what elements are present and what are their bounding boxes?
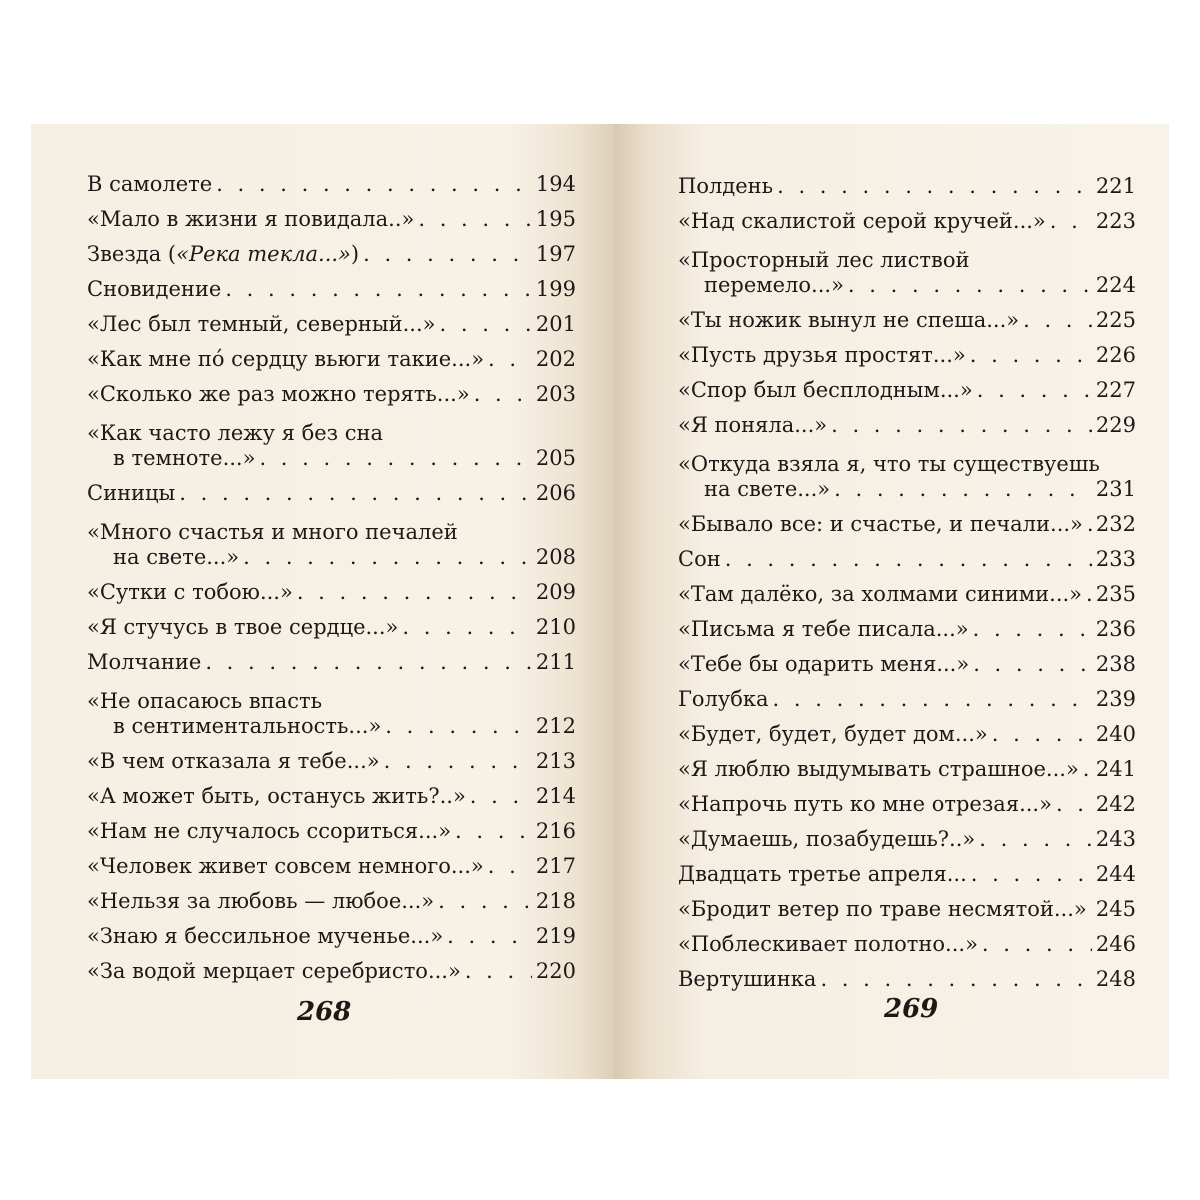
dot-leader xyxy=(243,545,532,570)
toc-entry xyxy=(678,642,1136,677)
toc-entry-title-text: «Я люблю выдумывать страшное...» xyxy=(678,757,1079,781)
toc-page-number: 227 xyxy=(1095,378,1136,402)
toc-entry-title xyxy=(678,582,1082,607)
toc-entry xyxy=(678,607,1136,642)
toc-entry-title xyxy=(678,174,773,199)
toc-entry-title-text: «Человек живет совсем немного...» xyxy=(87,854,484,878)
toc-page-number: 212 xyxy=(535,714,576,738)
toc-entry-title: «Просторный лес листвой xyxy=(678,248,970,272)
toc-entry xyxy=(678,502,1136,537)
toc-page-number: 209 xyxy=(535,580,576,604)
toc-entry-title xyxy=(678,722,988,747)
toc-page-number: 217 xyxy=(535,854,576,878)
toc-entry xyxy=(87,640,576,675)
toc-entry-title xyxy=(87,382,470,407)
toc-page-number: 197 xyxy=(535,242,576,266)
toc-entry xyxy=(678,887,1136,922)
toc-entry-title-text: «Бывало все: и счастье, и печали...» xyxy=(678,512,1083,536)
toc-entry xyxy=(678,537,1136,572)
toc-page-number: 202 xyxy=(535,347,576,371)
toc-page-number: 240 xyxy=(1095,722,1136,746)
toc-entry-title xyxy=(87,819,451,844)
dot-leader xyxy=(1087,512,1092,537)
toc-page-number: 208 xyxy=(535,545,576,569)
toc-page-number: 195 xyxy=(535,207,576,231)
toc-page-number: 221 xyxy=(1095,174,1136,198)
toc-entry xyxy=(87,605,576,640)
toc-entry-title xyxy=(87,242,359,267)
toc-entry-title xyxy=(87,784,466,809)
toc-entry-title-continued: на свете...» xyxy=(113,545,240,569)
toc-list-right xyxy=(678,164,1136,992)
toc-entry-title xyxy=(678,652,969,677)
toc-page-number: 248 xyxy=(1095,967,1136,991)
toc-page-number: 245 xyxy=(1095,897,1136,921)
toc-entry xyxy=(87,949,576,984)
toc-entry-title-text: «Напрочь путь ко мне отрезая...» xyxy=(678,792,1052,816)
toc-entry xyxy=(87,162,576,197)
toc-entry xyxy=(678,852,1136,887)
toc-page-number: 239 xyxy=(1095,687,1136,711)
toc-entry xyxy=(87,774,576,809)
toc-entry-title xyxy=(87,347,484,372)
toc-entry-title: «Откуда взяла я, что ты существуешь xyxy=(678,452,1100,476)
toc-page-number: 246 xyxy=(1095,932,1136,956)
toc-entry xyxy=(87,739,576,774)
toc-entry-title xyxy=(87,889,434,914)
toc-entry-title-text: Вертушинка xyxy=(678,967,817,991)
dot-leader xyxy=(973,652,1092,677)
toc-entry xyxy=(678,199,1136,234)
dot-leader xyxy=(1091,897,1092,922)
dot-leader xyxy=(297,580,532,605)
dot-leader xyxy=(402,615,532,640)
toc-page-number: 231 xyxy=(1095,477,1136,501)
dot-leader xyxy=(384,749,532,774)
toc-entry xyxy=(678,403,1136,438)
toc-page-number: 225 xyxy=(1095,308,1136,332)
dot-leader xyxy=(465,959,532,984)
toc-entry-title-text: В самолете xyxy=(87,172,213,196)
dot-leader xyxy=(1050,209,1092,234)
dot-leader xyxy=(773,687,1092,712)
toc-entry xyxy=(87,337,576,372)
toc-entry-title-text: «За водой мерцает серебристо...» xyxy=(87,959,461,983)
dot-leader xyxy=(1023,308,1092,333)
toc-entry-title xyxy=(87,277,221,302)
dot-leader xyxy=(418,207,532,232)
toc-entry-title-text: «Мало в жизни я повидала..» xyxy=(87,207,415,231)
toc-entry-title xyxy=(678,792,1052,817)
toc-page-number: 194 xyxy=(535,172,576,196)
toc-entry-title-text: «Лес был темный, северный...» xyxy=(87,312,436,336)
toc-entry-title xyxy=(678,512,1083,537)
toc-entry-title xyxy=(678,308,1019,333)
toc-entry xyxy=(87,570,576,605)
toc-entry-title-text: «Письма я тебе писала...» xyxy=(678,617,969,641)
toc-entry-title xyxy=(678,378,973,403)
dot-leader xyxy=(834,477,1092,502)
toc-entry-title-text: Синицы xyxy=(87,481,176,505)
toc-entry xyxy=(678,817,1136,852)
toc-page-number: 205 xyxy=(535,446,576,470)
toc-entry-title xyxy=(678,897,1087,922)
toc-entry-title xyxy=(678,967,816,992)
toc-page-number: 236 xyxy=(1095,617,1136,641)
toc-entry-title xyxy=(678,209,1046,234)
dot-leader xyxy=(725,547,1092,572)
toc-page-number: 224 xyxy=(1095,273,1136,297)
dot-leader xyxy=(848,273,1092,298)
toc-entry xyxy=(678,677,1136,712)
toc-entry xyxy=(87,844,576,879)
toc-entry xyxy=(678,368,1136,403)
toc-entry-title-end: ) xyxy=(350,242,360,266)
left-page xyxy=(31,124,614,1079)
dot-leader xyxy=(205,650,532,675)
toc-entry-title xyxy=(87,207,414,232)
dot-leader xyxy=(831,413,1092,438)
toc-page-number: 219 xyxy=(535,924,576,948)
toc-page-number: 213 xyxy=(535,749,576,773)
toc-entry-title-text: «В чем отказала я тебе...» xyxy=(87,749,380,773)
toc-entry xyxy=(678,957,1136,992)
toc-entry-title xyxy=(678,687,769,712)
toc-entry xyxy=(678,438,1136,502)
toc-entry-title xyxy=(678,617,969,642)
toc-entry xyxy=(678,712,1136,747)
dot-leader xyxy=(488,347,532,372)
toc-entry xyxy=(678,164,1136,199)
toc-entry-title-text: Голубка xyxy=(678,687,769,711)
toc-page-number: 210 xyxy=(535,615,576,639)
toc-entry xyxy=(678,747,1136,782)
dot-leader xyxy=(820,967,1091,992)
toc-entry-title-text: «А может быть, останусь жить?..» xyxy=(87,784,466,808)
toc-entry-title-text: Двадцать третье апреля... xyxy=(678,862,967,886)
toc-entry xyxy=(678,922,1136,957)
dot-leader xyxy=(179,481,532,506)
toc-entry xyxy=(87,372,576,407)
toc-entry-title xyxy=(678,827,975,852)
toc-entry-title-text: «Ты ножик вынул не спеша...» xyxy=(678,308,1020,332)
toc-entry-title-text: «Нельзя за любовь — любое...» xyxy=(87,889,435,913)
toc-entry xyxy=(87,879,576,914)
toc-page-number: 242 xyxy=(1095,792,1136,816)
toc-entry-title-text: «Знаю я бессильное мученье...» xyxy=(87,924,444,948)
toc-entry-title xyxy=(87,924,443,949)
toc-entry xyxy=(87,506,576,570)
dot-leader xyxy=(488,854,532,879)
toc-entry-title-text: Сон xyxy=(678,547,721,571)
toc-entry-title xyxy=(87,959,461,984)
toc-list-left xyxy=(87,162,576,984)
toc-page-number: 220 xyxy=(535,959,576,983)
toc-entry-title-continued: в темноте...» xyxy=(113,446,256,470)
toc-entry-title xyxy=(87,650,201,675)
toc-entry xyxy=(87,914,576,949)
dot-leader xyxy=(259,446,531,471)
toc-entry xyxy=(87,302,576,337)
toc-entry-title-text: «Над скалистой серой кручей...» xyxy=(678,209,1046,233)
dot-leader xyxy=(1086,582,1092,607)
toc-entry-title-text: «Тебе бы одарить меня...» xyxy=(678,652,970,676)
toc-entry-title-continued: в сентиментальность...» xyxy=(113,714,382,738)
toc-entry xyxy=(87,232,576,267)
toc-entry xyxy=(678,298,1136,333)
toc-entry-title-text: «Как мне пó сердцу вьюги такие...» xyxy=(87,347,485,371)
toc-entry xyxy=(678,782,1136,817)
toc-entry xyxy=(678,234,1136,298)
toc-entry-title: «Не опасаюсь впасть xyxy=(87,689,323,713)
toc-entry xyxy=(87,267,576,302)
right-page xyxy=(614,124,1169,1079)
toc-entry xyxy=(678,333,1136,368)
toc-entry-title xyxy=(678,343,966,368)
toc-entry-title-text: Сновидение xyxy=(87,277,222,301)
toc-entry-title xyxy=(87,580,293,605)
toc-entry xyxy=(87,471,576,506)
dot-leader xyxy=(216,172,532,197)
toc-entry xyxy=(87,809,576,844)
toc-entry xyxy=(87,407,576,471)
dot-leader xyxy=(982,932,1092,957)
toc-entry xyxy=(678,572,1136,607)
toc-page-number: 229 xyxy=(1095,413,1136,437)
toc-entry-title-text: «Сутки с тобою...» xyxy=(87,580,293,604)
toc-entry-line xyxy=(678,273,1136,298)
toc-entry xyxy=(87,197,576,232)
toc-entry-title-italic: «Река текла...» xyxy=(176,242,351,266)
dot-leader xyxy=(438,889,532,914)
toc-entry-title-text: Полдень xyxy=(678,174,774,198)
dot-leader xyxy=(447,924,532,949)
toc-page-number: 241 xyxy=(1095,757,1136,781)
toc-entry-title xyxy=(87,312,436,337)
dot-leader xyxy=(225,277,532,302)
toc-page-number: 243 xyxy=(1095,827,1136,851)
toc-entry-title xyxy=(678,413,827,438)
toc-entry-title: «Как часто лежу я без сна xyxy=(87,421,384,445)
dot-leader xyxy=(1056,792,1092,817)
toc-page-number: 238 xyxy=(1095,652,1136,676)
toc-entry xyxy=(87,675,576,739)
toc-entry-title-text: «Я стучусь в твое сердце...» xyxy=(87,615,399,639)
toc-entry-title xyxy=(87,854,484,879)
toc-page-number: 235 xyxy=(1095,582,1136,606)
dot-leader xyxy=(973,617,1092,642)
toc-entry-title xyxy=(678,932,978,957)
toc-entry-line xyxy=(87,446,576,471)
dot-leader xyxy=(979,827,1092,852)
toc-entry-title-text: «Я поняла...» xyxy=(678,413,828,437)
dot-leader xyxy=(385,714,532,739)
dot-leader xyxy=(971,862,1092,887)
toc-page-number: 226 xyxy=(1095,343,1136,367)
toc-page-number: 203 xyxy=(535,382,576,406)
toc-entry-title-text: «Там далёко, за холмами синими...» xyxy=(678,582,1083,606)
dot-leader xyxy=(470,784,532,809)
toc-entry-title xyxy=(678,757,1079,782)
page-number-right: 269 xyxy=(884,994,939,1024)
dot-leader xyxy=(455,819,532,844)
dot-leader xyxy=(1083,757,1092,782)
dot-leader xyxy=(363,242,532,267)
dot-leader xyxy=(440,312,532,337)
dot-leader xyxy=(992,722,1092,747)
toc-entry-title xyxy=(87,172,212,197)
toc-page-number: 211 xyxy=(535,650,576,674)
toc-entry-title xyxy=(678,862,967,887)
toc-page-number: 218 xyxy=(535,889,576,913)
toc-entry-title-text: Звезда ( xyxy=(87,242,177,266)
toc-entry-title xyxy=(678,547,721,572)
toc-entry-title-text: «Пусть друзья простят...» xyxy=(678,343,966,367)
toc-page-number: 216 xyxy=(535,819,576,843)
toc-entry-title xyxy=(87,749,380,774)
toc-page-number: 233 xyxy=(1095,547,1136,571)
page-number-left: 268 xyxy=(297,997,352,1027)
toc-entry-title-text: «Спор был бесплодным...» xyxy=(678,378,973,402)
toc-entry-title-continued: перемело...» xyxy=(704,273,844,297)
toc-entry-title: «Много счастья и много печалей xyxy=(87,520,458,544)
toc-page-number: 232 xyxy=(1095,512,1136,536)
toc-entry-line xyxy=(87,714,576,739)
toc-page-number: 223 xyxy=(1095,209,1136,233)
toc-entry-title-text: «Поблескивает полотно...» xyxy=(678,932,978,956)
dot-leader xyxy=(474,382,532,407)
toc-entry-title-text: «Будет, будет, будет дом...» xyxy=(678,722,988,746)
dot-leader xyxy=(970,343,1092,368)
toc-entry-title-text: Молчание xyxy=(87,650,202,674)
toc-page-number: 201 xyxy=(535,312,576,336)
toc-page-number: 214 xyxy=(535,784,576,808)
toc-entry-title-text: «Сколько же раз можно терять...» xyxy=(87,382,470,406)
dot-leader xyxy=(777,174,1092,199)
toc-page-number: 199 xyxy=(535,277,576,301)
toc-entry-title xyxy=(87,481,175,506)
toc-page-number: 206 xyxy=(535,481,576,505)
toc-entry-line xyxy=(678,477,1136,502)
toc-entry-title-text: «Бродит ветер по траве несмятой...» xyxy=(678,897,1087,921)
toc-entry-title xyxy=(87,615,398,640)
toc-entry-title-continued: на свете...» xyxy=(704,477,831,501)
toc-page-number: 244 xyxy=(1095,862,1136,886)
toc-entry-line xyxy=(87,545,576,570)
dot-leader xyxy=(977,378,1092,403)
toc-entry-title-text: «Нам не случалось ссориться...» xyxy=(87,819,452,843)
toc-entry-title-text: «Думаешь, позабудешь?..» xyxy=(678,827,976,851)
